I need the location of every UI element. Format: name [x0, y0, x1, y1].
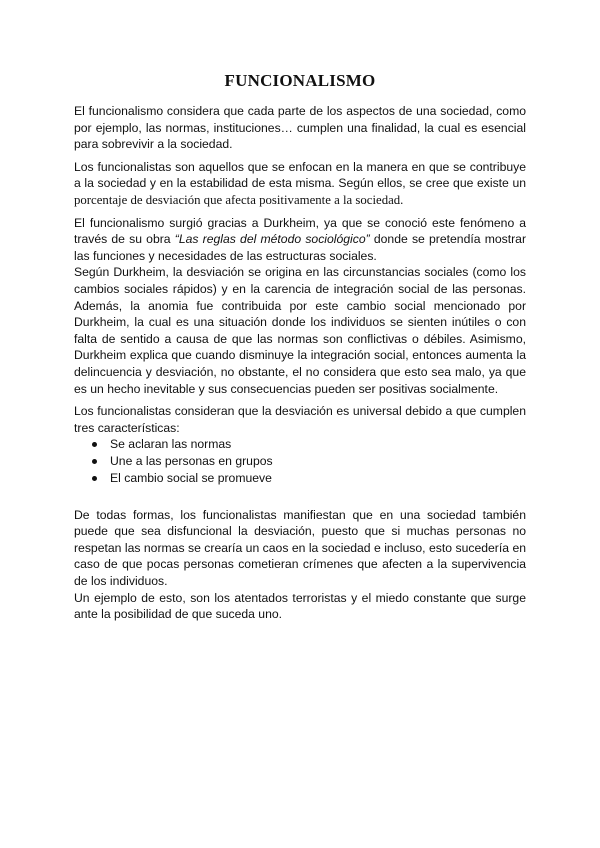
list-item [92, 470, 526, 487]
paragraph-durkheim-origin-end: donde se pretendía mostrar las funciones y necesidades de las estructuras sociales. [74, 232, 526, 263]
document-page [74, 70, 526, 623]
list-item [92, 453, 526, 470]
document-title: FUNCIONALISMO [224, 71, 376, 90]
paragraph-definition: El funcionalismo considera que cada parte de los aspectos de una sociedad, como por ejemplo, las normas, instituciones… cumplen una finalidad, la cual es esencial para sobrevivir a la sociedad. [74, 104, 526, 152]
list-item-text: Une a las personas en grupos [110, 454, 273, 469]
paragraph-durkheim-origin-start: El funcionalismo surgió gracias a Durkheim, ya que se conoció este fenómeno a través de su obra [74, 215, 526, 247]
paragraph-durkheim-origin [74, 215, 526, 265]
paragraph-funcionalistas [74, 159, 526, 209]
bullet-icon [92, 459, 97, 464]
bullet-icon [92, 476, 97, 481]
list-item [92, 436, 526, 453]
paragraph-characteristics-intro: Los funcionalistas consideran que la desviación es universal debido a que cumplen tres características: [74, 404, 526, 435]
book-title: “Las reglas del método sociológico” [174, 232, 370, 247]
characteristics-list [74, 436, 526, 486]
list-item-text: El cambio social se promueve [110, 470, 272, 485]
bullet-icon [92, 442, 97, 447]
paragraph-funcionalistas-text: Los funcionalistas son aquellos que se enfocan en la manera en que se contribuye a la sociedad y en la estabilidad de esta misma. Según ellos, se cree que existe un [74, 159, 526, 191]
list-item-text: Se aclaran las normas [110, 437, 232, 452]
paragraph-funcionalistas-serif-text: porcentaje de desviación que afecta positivamente a la sociedad. [74, 192, 404, 207]
paragraph-dysfunction: De todas formas, los funcionalistas manifiestan que en una sociedad también puede que sea disfuncional la desviación, puesto que si muchas personas no respetan las normas se crearía un caos en la sociedad e incluso, esto sucedería en caso de que pocas personas cometieran crímenes que afecten a la supervivencia de los individuos. [74, 507, 526, 589]
paragraph-example: Un ejemplo de esto, son los atentados terroristas y el miedo constante que surge ante la posibilidad de que suceda uno. [74, 590, 526, 622]
paragraph-durkheim-deviation: Según Durkheim, la desviación se origina en las circunstancias sociales (como los cambios sociales rápidos) y en la carencia de integración social de las personas. Además, la anomia fue contribuida por este cambio social mencionado por Durkheim, la cual es una situación donde los individuos se sienten inútiles o con falta de sentido a causa de que las normas son conflictivas o débiles. Asimismo, Durkheim explica que cuando disminuye la integración social, entonces aumenta la delincuencia y desviación, no obstante, el no considera que esto sea malo, ya que es un hecho inevitable y sus consecuencias pueden ser positivas socialmente. [74, 265, 526, 396]
